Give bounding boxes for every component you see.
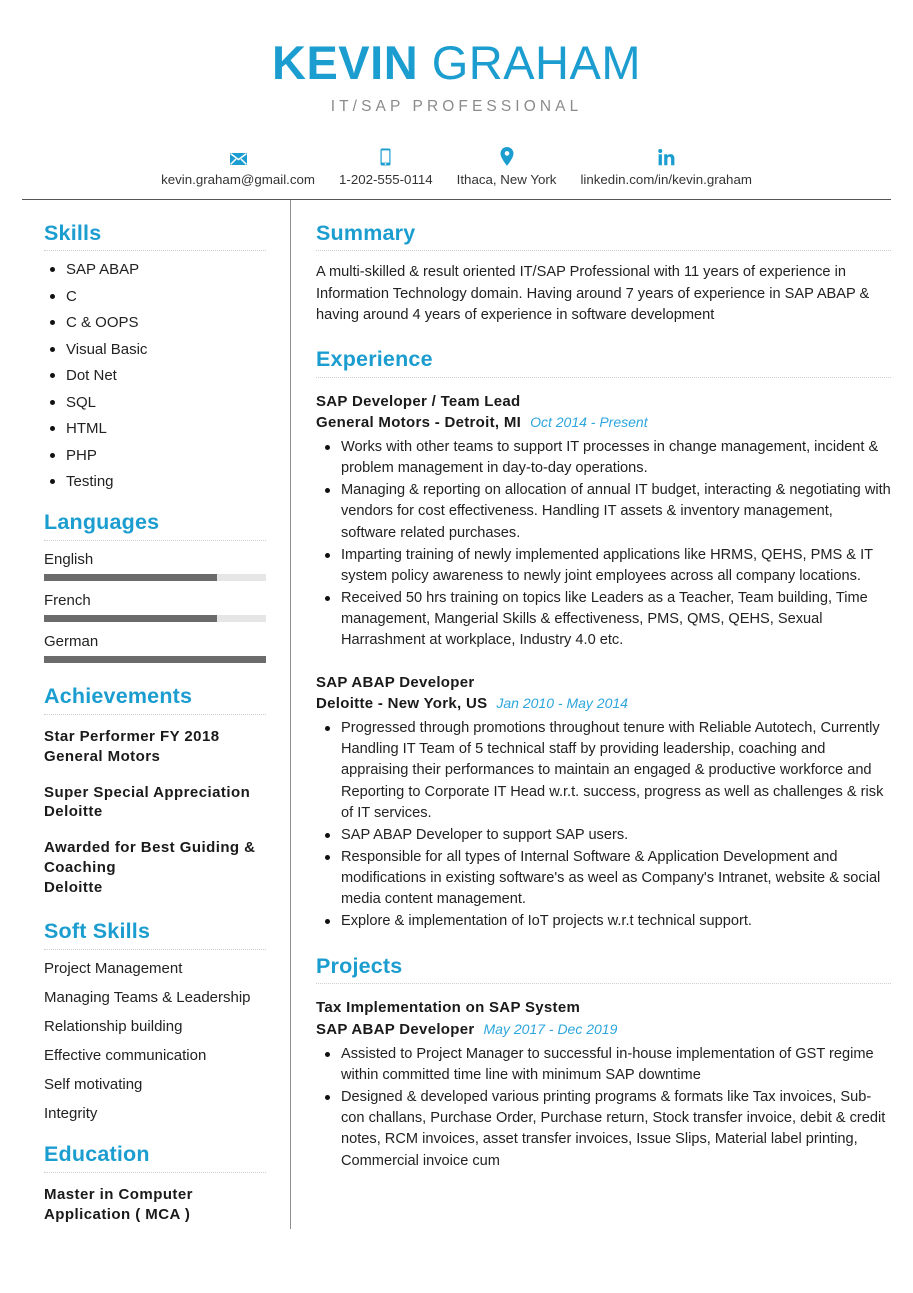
contact-phone-text: 1-202-555-0114 bbox=[339, 171, 433, 187]
skills-list bbox=[44, 262, 266, 489]
section-title-projects: Projects bbox=[316, 953, 403, 978]
first-name: KEVIN bbox=[272, 36, 419, 89]
list-item: Dot Net bbox=[44, 368, 266, 383]
list-item: C & OOPS bbox=[44, 315, 266, 330]
sidebar bbox=[22, 200, 290, 1229]
job-role: SAP Developer / Team Lead bbox=[316, 392, 521, 410]
section-rule bbox=[316, 377, 891, 378]
achievement-title: Super Special Appreciation bbox=[44, 783, 251, 801]
section-title-soft-skills: Soft Skills bbox=[44, 919, 151, 944]
achievement-item bbox=[44, 727, 266, 767]
language-level-fill bbox=[44, 574, 217, 581]
section-skills bbox=[44, 222, 266, 490]
project-dates: May 2017 - Dec 2019 bbox=[483, 1021, 618, 1038]
language-level-bar bbox=[44, 574, 266, 581]
job-org: General Motors - Detroit, MI bbox=[316, 414, 522, 432]
list-item: Managing & reporting on allocation of annual IT budget, interacting & negotiating with vendors for cost effectiveness. Handling IT assets & inventory management, software related purchases. bbox=[316, 480, 891, 543]
professional-title: IT/SAP PROFESSIONAL bbox=[330, 97, 583, 115]
experience-item bbox=[316, 391, 891, 652]
language-name: German bbox=[44, 633, 99, 651]
project-item bbox=[316, 997, 891, 1171]
achievement-title: Star Performer FY 2018 bbox=[44, 727, 220, 745]
section-soft-skills bbox=[44, 920, 266, 1121]
section-title-skills: Skills bbox=[44, 220, 102, 245]
list-item: Assisted to Project Manager to successful in-house implementation of GST regime within committed time line with minimum SAP downtime bbox=[316, 1044, 891, 1086]
section-title-summary: Summary bbox=[316, 220, 416, 245]
section-rule bbox=[44, 540, 266, 541]
section-rule bbox=[44, 949, 266, 950]
list-item: Visual Basic bbox=[44, 342, 266, 357]
list-item: SAP ABAP Developer to support SAP users. bbox=[316, 825, 891, 846]
contact-location-text: Ithaca, New York bbox=[456, 171, 557, 187]
education-degree: Master in Computer Application ( MCA ) bbox=[44, 1185, 193, 1223]
list-item: Works with other teams to support IT processes in change management, incident & problem management in day-to-day operations. bbox=[316, 437, 891, 479]
project-role: SAP ABAP Developer bbox=[316, 1021, 475, 1039]
project-bullets bbox=[316, 1044, 891, 1172]
list-item: Explore & implementation of IoT projects w.r.t technical support. bbox=[316, 911, 891, 932]
list-item: Project Management bbox=[44, 959, 183, 977]
section-rule bbox=[316, 983, 891, 984]
section-education bbox=[44, 1143, 266, 1225]
achievement-org: Deloitte bbox=[44, 803, 103, 821]
list-item: Received 50 hrs training on topics like Leaders as a Teacher, Team building, Time management, Mangerial Skills & effectiveness, PMS, QMS, QEHS, Sexual Harrashment at workplace, Industry 4.0 etc. bbox=[316, 588, 891, 651]
job-bullets bbox=[316, 718, 891, 933]
education-list bbox=[44, 1185, 266, 1226]
job-bullets bbox=[316, 437, 891, 652]
section-projects bbox=[316, 955, 891, 1172]
achievement-item bbox=[44, 838, 266, 898]
achievement-item bbox=[44, 783, 266, 823]
phone-icon bbox=[380, 146, 391, 166]
list-item: Responsible for all types of Internal Software & Application Development and modifications in existing software's as weel as Company's Intranet, website & social media content management. bbox=[316, 847, 891, 910]
list-item: C bbox=[44, 289, 266, 304]
language-name: English bbox=[44, 551, 94, 569]
section-rule bbox=[44, 714, 266, 715]
language-name: French bbox=[44, 592, 91, 610]
list-item: Progressed through promotions throughout tenure with Reliable Autotech, Currently Handling IT Team of 5 technical staff by providing leadership, coaching and appraising their performances to maintain an engaged & productive workforce and Reporting to Corporate IT Head w.r.t. success, progress as well as challenges & risk of IT services. bbox=[316, 718, 891, 824]
language-item bbox=[44, 551, 266, 581]
list-item: Integrity bbox=[44, 1104, 98, 1122]
list-item: Imparting training of newly implemented applications like HRMS, QEHS, PMS & IT system policy awareness to newly joint employees across all company locations. bbox=[316, 545, 891, 587]
summary-text: A multi-skilled & result oriented IT/SAP Professional with 11 years of experience in Information Technology domain. Having around 7 years of experience in SAP ABAP & having around 4 years of experience in software development bbox=[316, 264, 870, 323]
job-role: SAP ABAP Developer bbox=[316, 673, 475, 691]
candidate-name bbox=[22, 38, 891, 89]
project-role-line bbox=[316, 1019, 891, 1041]
list-item: HTML bbox=[44, 421, 266, 436]
section-summary bbox=[316, 222, 891, 326]
job-org: Deloitte - New York, US bbox=[316, 695, 488, 713]
list-item: Testing bbox=[44, 474, 266, 489]
linkedin-icon bbox=[658, 146, 675, 166]
job-org-line bbox=[316, 412, 891, 434]
list-item: Relationship building bbox=[44, 1017, 183, 1035]
contact-phone[interactable] bbox=[327, 146, 445, 187]
language-level-bar bbox=[44, 615, 266, 622]
section-title-languages: Languages bbox=[44, 510, 160, 535]
section-rule bbox=[44, 250, 266, 251]
achievement-org: Deloitte bbox=[44, 879, 103, 897]
section-experience bbox=[316, 348, 891, 933]
achievement-title: Awarded for Best Guiding & Coaching bbox=[44, 839, 256, 877]
soft-skills-list bbox=[44, 961, 266, 1121]
language-level-bar bbox=[44, 656, 266, 663]
list-item: SAP ABAP bbox=[44, 262, 266, 277]
list-item: Designed & developed various printing programs & formats like Tax invoices, Sub-con challans, Purchase Order, Purchase return, Stock transfer invoice, debit & credit notes, RCM invoices, asset transfer invoices, Issue Slips, Material label printing, Commercial invoice cum bbox=[316, 1087, 891, 1172]
language-level-fill bbox=[44, 615, 217, 622]
language-level-fill bbox=[44, 656, 266, 663]
language-item bbox=[44, 633, 266, 663]
last-name: GRAHAM bbox=[431, 36, 641, 89]
section-achievements bbox=[44, 685, 266, 898]
section-rule bbox=[316, 250, 891, 251]
email-icon bbox=[229, 146, 248, 166]
list-item: Managing Teams & Leadership bbox=[44, 988, 251, 1006]
contact-linkedin-text: linkedin.com/in/kevin.graham bbox=[580, 171, 752, 187]
list-item: Effective communication bbox=[44, 1046, 207, 1064]
resume-body bbox=[22, 200, 891, 1229]
section-languages bbox=[44, 511, 266, 663]
main-column bbox=[291, 200, 891, 1229]
resume-header bbox=[22, 0, 891, 200]
section-title-experience: Experience bbox=[316, 346, 433, 371]
job-org-line bbox=[316, 693, 891, 715]
languages-list bbox=[44, 551, 266, 663]
location-pin-icon bbox=[500, 146, 514, 166]
list-item: PHP bbox=[44, 448, 266, 463]
language-item bbox=[44, 592, 266, 622]
section-title-education: Education bbox=[44, 1141, 150, 1166]
contact-linkedin[interactable] bbox=[568, 146, 763, 187]
list-item: SQL bbox=[44, 395, 266, 410]
experience-item bbox=[316, 672, 891, 933]
contact-bar bbox=[22, 146, 891, 187]
achievement-org: General Motors bbox=[44, 747, 161, 765]
contact-email[interactable] bbox=[149, 146, 327, 187]
section-rule bbox=[44, 1172, 266, 1173]
section-title-achievements: Achievements bbox=[44, 684, 193, 709]
job-dates: Jan 2010 - May 2014 bbox=[496, 695, 628, 712]
job-dates: Oct 2014 - Present bbox=[530, 414, 648, 431]
list-item: Self motivating bbox=[44, 1075, 143, 1093]
contact-location[interactable] bbox=[445, 146, 569, 187]
contact-email-text: kevin.graham@gmail.com bbox=[161, 171, 315, 187]
achievements-list bbox=[44, 727, 266, 899]
project-name: Tax Implementation on SAP System bbox=[316, 999, 581, 1017]
